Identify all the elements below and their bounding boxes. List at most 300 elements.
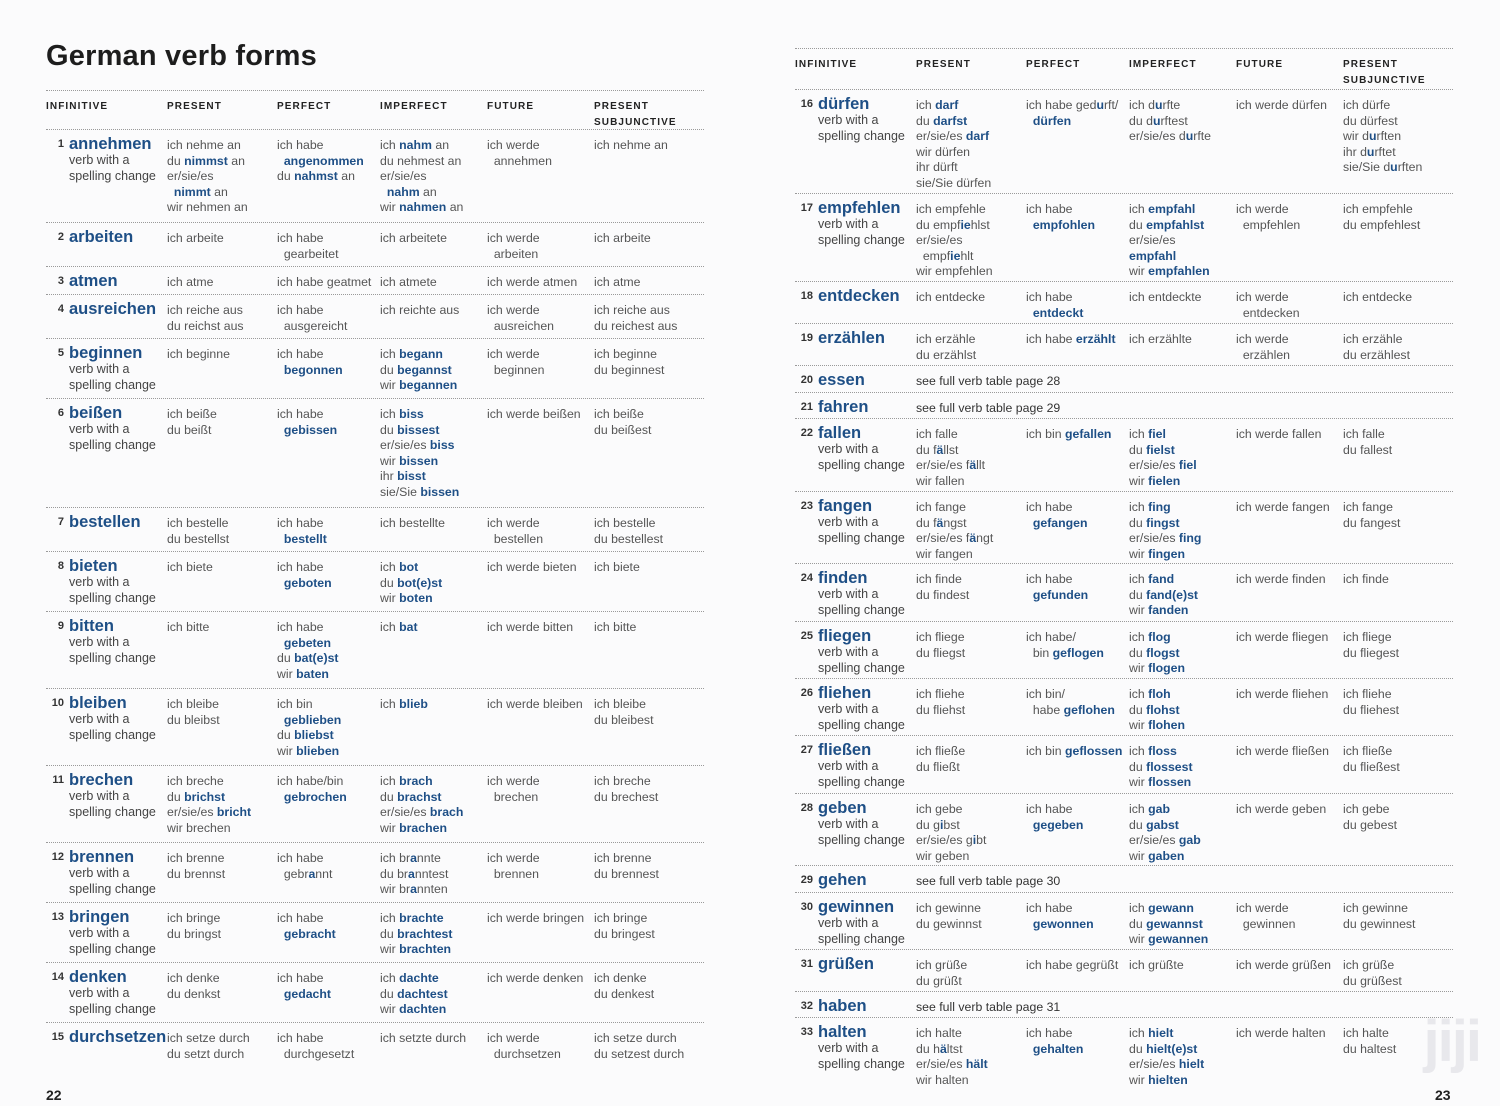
infinitive: annehmen (69, 135, 152, 153)
table-row (46, 963, 704, 1023)
see-reference: see full verb table page 31 (916, 1000, 1061, 1014)
infinitive-cell (69, 848, 156, 897)
table-row (46, 508, 704, 552)
perfect-cell: ich habe empfohlen (1026, 202, 1096, 232)
verb-note: spelling change (818, 660, 905, 675)
present-cell: ich fliehe du fliehst (916, 687, 966, 717)
verb-note: verb with a (818, 113, 879, 127)
infinitive: fliegen (818, 627, 872, 645)
infinitive-cell (69, 404, 156, 453)
imperfect-cell: ich arbeitete (380, 231, 447, 245)
subj-cell: ich entdecke (1343, 290, 1413, 304)
infinitive: brechen (69, 771, 134, 789)
verb-note: verb with a (818, 916, 879, 930)
infinitive: fangen (818, 497, 873, 515)
infinitive-cell (818, 741, 905, 790)
subj-cell: ich gewinne du gewinnest (1343, 901, 1416, 931)
subj-cell: ich fange du fangest (1343, 500, 1401, 530)
present-cell: ich atme (167, 275, 214, 289)
verb-note: spelling change (818, 931, 905, 946)
present-cell: ich entdecke (916, 290, 986, 304)
infinitive-cell (818, 287, 900, 305)
row-number: 22 (800, 427, 813, 439)
see-reference: see full verb table page 30 (916, 874, 1061, 888)
verb-note: spelling change (69, 1001, 156, 1016)
imperfect-cell: ich hielt du hielt(e)st er/sie/es hielt wir hielten (1129, 1026, 1205, 1087)
perfect-cell: ich habe angenommen du nahmst an (277, 138, 364, 183)
row-number: 24 (800, 572, 813, 584)
subj-cell: ich empfehle du empfehlest (1343, 202, 1421, 232)
future-cell: ich werde fließen (1236, 744, 1329, 758)
infinitive-cell (818, 371, 865, 389)
infinitive-cell (818, 199, 905, 248)
row-number: 28 (800, 802, 813, 814)
header-present-subjunctive: PRESENT SUBJUNCTIVE (1343, 59, 1426, 86)
row-number: 16 (800, 98, 813, 110)
perfect-cell: ich habe gebracht (277, 911, 336, 941)
present-cell: ich gewinne du gewinnst (916, 901, 982, 931)
future-cell: ich werde denken (487, 971, 584, 985)
header-imperfect: IMPERFECT (380, 101, 448, 112)
infinitive: arbeiten (69, 228, 134, 246)
verb-note: spelling change (818, 717, 905, 732)
verb-note: spelling change (69, 168, 156, 183)
table-row (46, 766, 704, 843)
row-number: 20 (800, 374, 813, 386)
verb-note: verb with a (818, 1041, 879, 1055)
verb-note: verb with a (69, 575, 130, 589)
present-cell: ich erzähle du erzählst (916, 332, 977, 362)
verb-note: spelling change (818, 774, 905, 789)
infinitive: finden (818, 569, 868, 587)
watermark-logo: jiji (1423, 1009, 1480, 1074)
present-cell: ich fließe du fließt (916, 744, 966, 774)
subj-cell: ich reiche aus du reichest aus (594, 303, 678, 333)
infinitive-cell (818, 398, 869, 416)
perfect-cell: ich habe durchgesetzt (277, 1031, 355, 1061)
future-cell: ich werde fangen (1236, 500, 1330, 514)
imperfect-cell: ich gab du gabst er/sie/es gab wir gaben (1129, 802, 1201, 863)
header-perfect: PERFECT (1026, 59, 1081, 70)
verb-note: verb with a (818, 702, 879, 716)
infinitive: fahren (818, 398, 869, 416)
verb-note: spelling change (69, 941, 156, 956)
infinitive: haben (818, 997, 867, 1015)
table-row (46, 223, 704, 267)
verb-note: verb with a (69, 866, 130, 880)
row-number: 13 (51, 911, 64, 923)
infinitive: ausreichen (69, 300, 157, 318)
subj-cell: ich finde (1343, 572, 1389, 586)
infinitive: bitten (69, 617, 114, 635)
future-cell: ich werde entdecken (1236, 290, 1300, 320)
row-number: 1 (57, 138, 64, 150)
table-row (795, 866, 1453, 893)
present-cell: ich setze durch du setzt durch (167, 1031, 250, 1061)
table-row (46, 612, 704, 689)
imperfect-cell: ich fiel du fielst er/sie/es fiel wir fielen (1129, 427, 1197, 488)
perfect-cell: ich bin gefallen (1026, 427, 1112, 441)
infinitive-cell (69, 557, 156, 606)
row-number: 29 (800, 874, 813, 886)
verb-note: verb with a (818, 645, 879, 659)
verb-note: spelling change (69, 590, 156, 605)
subj-cell: ich beginne du beginnest (594, 347, 665, 377)
verb-note: spelling change (69, 377, 156, 392)
present-cell: ich falle du fällst er/sie/es fällt wir fallen (916, 427, 986, 488)
row-number: 31 (800, 958, 813, 970)
verb-table-left (46, 130, 704, 1067)
see-reference: see full verb table page 28 (916, 374, 1061, 388)
row-number: 19 (800, 332, 813, 344)
imperfect-cell: ich reichte aus (380, 303, 460, 317)
subj-cell: ich fliehe du fliehest (1343, 687, 1400, 717)
row-number: 12 (51, 851, 64, 863)
perfect-cell: ich habe gegrüßt (1026, 958, 1119, 972)
imperfect-cell: ich grüßte (1129, 958, 1184, 972)
verb-note: spelling change (818, 530, 905, 545)
infinitive-cell (818, 871, 867, 889)
future-cell: ich werde ausreichen (487, 303, 554, 333)
table-row (795, 622, 1453, 679)
table-row (46, 267, 704, 295)
perfect-cell: ich habe gedurft/ dürfen (1026, 98, 1119, 128)
present-cell: ich fliege du fliegst (916, 630, 966, 660)
row-number: 14 (51, 971, 64, 983)
infinitive: erzählen (818, 329, 885, 347)
infinitive-cell (818, 424, 905, 473)
present-cell: ich beginne (167, 347, 230, 361)
future-cell: ich werde bringen (487, 911, 585, 925)
infinitive-cell (69, 968, 156, 1017)
table-row (46, 843, 704, 903)
subj-cell: ich grüße du grüßest (1343, 958, 1402, 988)
row-number: 18 (800, 290, 813, 302)
header-infinitive: INFINITIVE (46, 101, 109, 112)
future-cell: ich werde beginnen (487, 347, 545, 377)
row-number: 15 (51, 1031, 64, 1043)
table-row (46, 689, 704, 766)
imperfect-cell: ich erzählte (1129, 332, 1192, 346)
imperfect-cell: ich dachte du dachtest wir dachten (380, 971, 448, 1016)
perfect-cell: ich habe gefangen (1026, 500, 1088, 530)
perfect-cell: ich habe gegeben (1026, 802, 1084, 832)
future-cell: ich werde empfehlen (1236, 202, 1301, 232)
subj-cell: ich nehme an (594, 138, 668, 152)
present-cell: ich finde du findest (916, 572, 970, 602)
imperfect-cell: ich bat (380, 620, 418, 634)
infinitive: gehen (818, 871, 867, 889)
verb-note: verb with a (69, 635, 130, 649)
verb-note: spelling change (69, 881, 156, 896)
verb-note: verb with a (818, 587, 879, 601)
infinitive: gewinnen (818, 898, 895, 916)
imperfect-cell: ich blieb (380, 697, 428, 711)
infinitive-cell (69, 694, 156, 743)
row-number: 17 (800, 202, 813, 214)
subj-cell: ich fliege du fliegest (1343, 630, 1400, 660)
table-row (795, 393, 1453, 419)
page-number-left: 22 (46, 1087, 62, 1103)
header-present: PRESENT (916, 59, 971, 70)
perfect-cell: ich habe gewonnen (1026, 901, 1094, 931)
infinitive-cell (69, 135, 156, 184)
infinitive-cell (818, 329, 885, 347)
table-row (795, 419, 1453, 492)
subj-cell: ich setze durch du setzest durch (594, 1031, 685, 1061)
infinitive: fließen (818, 741, 872, 759)
perfect-cell: ich habe bestellt (277, 516, 327, 546)
future-cell: ich werde bieten (487, 560, 577, 574)
row-number: 25 (800, 630, 813, 642)
table-row (795, 564, 1453, 622)
imperfect-cell: ich bestellte (380, 516, 445, 530)
row-number: 4 (57, 303, 64, 315)
row-number: 10 (51, 697, 64, 709)
infinitive-cell (69, 344, 156, 393)
imperfect-cell: ich floh du flohst wir flohen (1129, 687, 1186, 732)
infinitive-cell (69, 513, 141, 531)
present-cell: ich brenne du brennst (167, 851, 226, 881)
row-number: 11 (52, 774, 64, 786)
subj-cell: ich beiße du beißest (594, 407, 652, 437)
future-cell: ich werde dürfen (1236, 98, 1327, 112)
imperfect-cell: ich brach du brachst er/sie/es brach wir brachen (380, 774, 464, 835)
future-cell: ich werde arbeiten (487, 231, 540, 261)
verb-note: spelling change (69, 804, 156, 819)
subj-cell: ich brenne du brennest (594, 851, 659, 881)
present-cell: ich bitte (167, 620, 210, 634)
present-cell: ich arbeite (167, 231, 224, 245)
table-row (46, 339, 704, 399)
verb-note: verb with a (818, 759, 879, 773)
subj-cell: ich dürfe du dürfest wir durften ihr durftet sie/Sie durften (1343, 98, 1423, 174)
present-cell: ich empfehle du empfiehlst er/sie/es empfiehlt wir empfehlen (916, 202, 993, 278)
imperfect-cell: ich brannte du branntest wir brannten (380, 851, 449, 896)
infinitive-cell (818, 684, 905, 733)
table-row (795, 324, 1453, 366)
infinitive: durchsetzen (69, 1028, 167, 1046)
infinitive-cell (818, 569, 905, 618)
row-number: 3 (57, 275, 64, 287)
header-present-subjunctive: PRESENT SUBJUNCTIVE (594, 101, 677, 128)
imperfect-cell: ich nahm an du nehmest an er/sie/es nahm an wir nahmen an (380, 138, 464, 214)
present-cell: ich biete (167, 560, 213, 574)
infinitive-cell (69, 617, 156, 666)
table-row (46, 903, 704, 963)
table-row (46, 399, 704, 508)
imperfect-cell: ich brachte du brachtest wir brachten (380, 911, 453, 956)
present-cell: ich beiße du beißt (167, 407, 217, 437)
row-number: 7 (57, 516, 64, 528)
row-number: 27 (800, 744, 813, 756)
perfect-cell: ich habe/bin gebrochen (277, 774, 347, 804)
verb-note: verb with a (69, 712, 130, 726)
table-header (795, 48, 1453, 90)
perfect-cell: ich habe gehalten (1026, 1026, 1084, 1056)
row-number: 2 (57, 231, 64, 243)
subj-cell: ich erzähle du erzählest (1343, 332, 1410, 362)
future-cell: ich werde gewinnen (1236, 901, 1296, 931)
verb-note: spelling change (818, 832, 905, 847)
present-cell: ich bringe du bringst (167, 911, 222, 941)
verb-note: spelling change (818, 232, 905, 247)
subj-cell: ich arbeite (594, 231, 651, 245)
subj-cell: ich breche du brechest (594, 774, 659, 804)
row-number: 33 (800, 1026, 813, 1038)
future-cell: ich werde fliegen (1236, 630, 1329, 644)
infinitive: denken (69, 968, 127, 986)
header-future: FUTURE (487, 101, 535, 112)
verb-note: verb with a (818, 515, 879, 529)
verb-table-right (795, 90, 1453, 1090)
present-cell: ich bleibe du bleibst (167, 697, 220, 727)
future-cell: ich werde grüßen (1236, 958, 1332, 972)
imperfect-cell: ich fand du fand(e)st wir fanden (1129, 572, 1199, 617)
infinitive: geben (818, 799, 867, 817)
see-reference: see full verb table page 29 (916, 401, 1061, 415)
infinitive-cell (818, 1023, 905, 1072)
row-number: 5 (57, 347, 64, 359)
page-number-right: 23 (1435, 1087, 1451, 1103)
future-cell: ich werde annehmen (487, 138, 552, 168)
header-perfect: PERFECT (277, 101, 332, 112)
perfect-cell: ich habe gearbeitet (277, 231, 339, 261)
infinitive: fallen (818, 424, 862, 442)
infinitive: bieten (69, 557, 118, 575)
row-number: 32 (800, 1000, 813, 1012)
perfect-cell: ich habe gebeten du bat(e)st wir baten (277, 620, 339, 681)
imperfect-cell: ich empfahl du empfahlst er/sie/es empfahl wir empfahlen (1129, 202, 1210, 278)
imperfect-cell: ich biss du bissest er/sie/es biss wir bissen ihr bisst sie/Sie bissen (380, 407, 460, 499)
perfect-cell: ich habe geatmet (277, 275, 372, 289)
infinitive: grüßen (818, 955, 874, 973)
imperfect-cell: ich setzte durch (380, 1031, 467, 1045)
infinitive: bleiben (69, 694, 127, 712)
table-row (795, 736, 1453, 794)
infinitive-cell (818, 997, 867, 1015)
infinitive: fliehen (818, 684, 872, 702)
verb-note: verb with a (818, 442, 879, 456)
infinitive-cell (69, 771, 156, 820)
subj-cell: ich bleibe du bleibest (594, 697, 654, 727)
future-cell: ich werde erzählen (1236, 332, 1291, 362)
table-row (795, 679, 1453, 736)
imperfect-cell: ich fing du fingst er/sie/es fing wir fingen (1129, 500, 1202, 561)
future-cell: ich werde beißen (487, 407, 581, 421)
row-number: 21 (800, 401, 813, 413)
header-future: FUTURE (1236, 59, 1284, 70)
present-cell: ich darf du darfst er/sie/es darf wir dürfen ihr dürft sie/Sie dürfen (916, 98, 992, 190)
header-present: PRESENT (167, 101, 222, 112)
perfect-cell: ich habe begonnen (277, 347, 343, 377)
future-cell: ich werde bitten (487, 620, 574, 634)
verb-note: verb with a (69, 926, 130, 940)
verb-note: verb with a (69, 422, 130, 436)
infinitive: entdecken (818, 287, 900, 305)
present-cell: ich denke du denkst (167, 971, 221, 1001)
infinitive-cell (818, 799, 905, 848)
infinitive: empfehlen (818, 199, 901, 217)
infinitive-cell (69, 272, 118, 290)
verb-note: verb with a (69, 986, 130, 1000)
table-row (46, 295, 704, 339)
perfect-cell: ich habe gefunden (1026, 572, 1089, 602)
subj-cell: ich falle du fallest (1343, 427, 1393, 457)
imperfect-cell: ich bot du bot(e)st wir boten (380, 560, 443, 605)
perfect-cell: ich habe entdeckt (1026, 290, 1084, 320)
infinitive: essen (818, 371, 865, 389)
perfect-cell: ich habe/ bin geflogen (1026, 630, 1104, 660)
perfect-cell: ich bin geflossen (1026, 744, 1123, 758)
future-cell: ich werde halten (1236, 1026, 1326, 1040)
table-row (795, 194, 1453, 282)
infinitive: atmen (69, 272, 118, 290)
infinitive: bestellen (69, 513, 141, 531)
infinitive-cell (69, 908, 156, 957)
infinitive: halten (818, 1023, 867, 1041)
row-number: 26 (800, 687, 813, 699)
imperfect-cell: ich atmete (380, 275, 437, 289)
table-row (795, 90, 1453, 194)
infinitive-cell (69, 228, 134, 246)
perfect-cell: ich habe gedacht (277, 971, 331, 1001)
verb-note: verb with a (818, 217, 879, 231)
table-row (795, 492, 1453, 564)
verb-note: verb with a (69, 362, 130, 376)
future-cell: ich werde atmen (487, 275, 578, 289)
future-cell: ich werde fliehen (1236, 687, 1329, 701)
future-cell: ich werde bleiben (487, 697, 583, 711)
infinitive-cell (69, 1028, 167, 1046)
subj-cell: ich bitte (594, 620, 637, 634)
infinitive-cell (818, 898, 905, 947)
imperfect-cell: ich gewann du gewannst wir gewannen (1129, 901, 1209, 946)
infinitive-cell (818, 627, 905, 676)
header-infinitive: INFINITIVE (795, 59, 858, 70)
present-cell: ich reiche aus du reichst aus (167, 303, 244, 333)
present-cell: ich halte du hältst er/sie/es hält wir halten (916, 1026, 988, 1087)
verb-note: spelling change (818, 457, 905, 472)
verb-note: spelling change (69, 437, 156, 452)
header-imperfect: IMPERFECT (1129, 59, 1197, 70)
table-row (795, 366, 1453, 393)
perfect-cell: ich bin geblieben du bliebst wir blieben (277, 697, 342, 758)
present-cell: ich grüße du grüßt (916, 958, 968, 988)
verb-note: spelling change (818, 602, 905, 617)
infinitive-cell (69, 300, 157, 318)
future-cell: ich werde brennen (487, 851, 540, 881)
table-row (795, 893, 1453, 950)
perfect-cell: ich habe erzählt (1026, 332, 1116, 346)
infinitive: beginnen (69, 344, 143, 362)
present-cell: ich nehme an du nimmst an er/sie/es nimmt an wir nehmen an (167, 138, 248, 214)
infinitive-cell (818, 95, 905, 144)
row-number: 8 (57, 560, 64, 572)
subj-cell: ich denke du denkest (594, 971, 655, 1001)
subj-cell: ich biete (594, 560, 640, 574)
subj-cell: ich bringe du bringest (594, 911, 655, 941)
table-row (46, 552, 704, 612)
future-cell: ich werde brechen (487, 774, 540, 804)
present-cell: ich bestelle du bestellst (167, 516, 230, 546)
subj-cell: ich halte du haltest (1343, 1026, 1397, 1056)
future-cell: ich werde bestellen (487, 516, 544, 546)
imperfect-cell: ich flog du flogst wir flogen (1129, 630, 1186, 675)
imperfect-cell: ich durfte du durftest er/sie/es durfte (1129, 98, 1212, 143)
perfect-cell: ich habe ausgereicht (277, 303, 348, 333)
future-cell: ich werde fallen (1236, 427, 1322, 441)
